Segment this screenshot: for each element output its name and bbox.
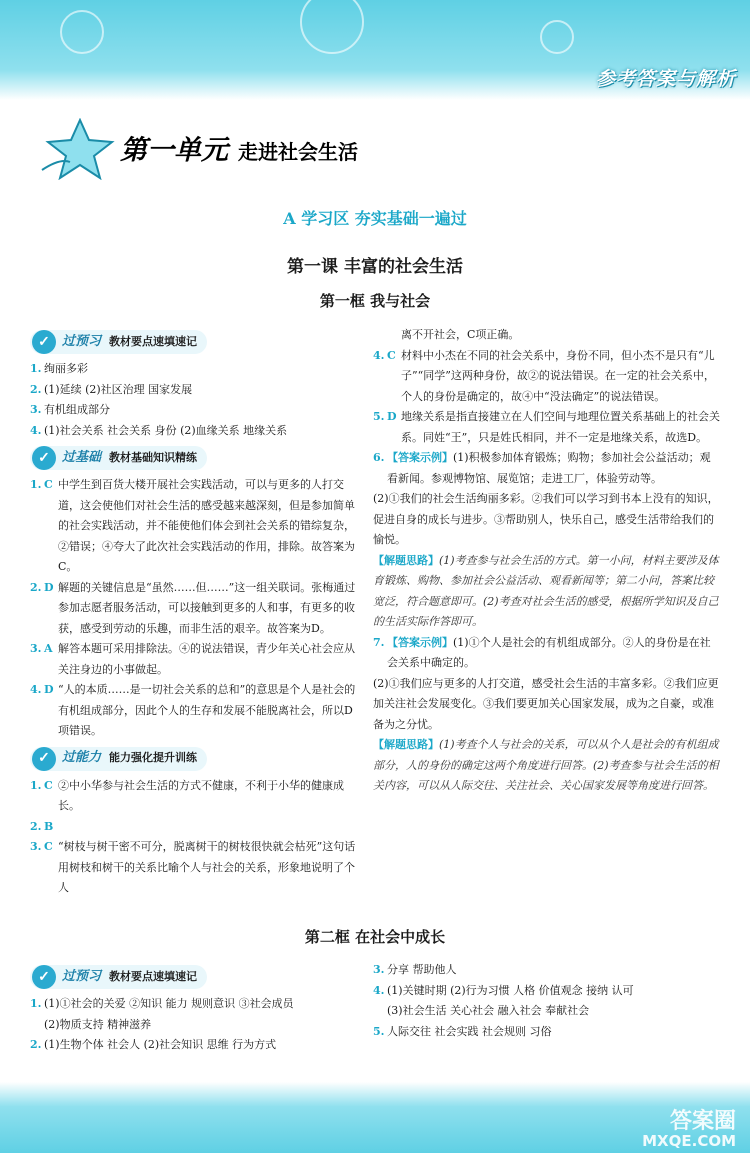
item-answer: D (44, 683, 54, 696)
item-number: 3. (373, 963, 385, 976)
check-icon: ✓ (32, 446, 56, 470)
watermark-brand: 答案圈 (669, 1109, 736, 1134)
doodle-circle (540, 20, 574, 54)
badge-tag: 过预习 (62, 968, 102, 984)
doodle-circle (60, 10, 104, 54)
answer-item (30, 475, 363, 578)
item-text: “树枝与树干密不可分，脱离树干的树枝很快就会枯死”这句话用树枝和树干的关系比喻个人与社会的关系，形象地说明了个人 (58, 840, 356, 894)
item-text: (1)关键时期 (2)行为习惯 人格 价值观念 接纳 认可 (387, 983, 634, 997)
answer-item (30, 359, 363, 380)
item-text: 有机组成部分 (44, 403, 110, 416)
badge-desc: 教材要点速填速记 (109, 969, 198, 983)
answer-item (373, 346, 720, 408)
item-text: (1)①个人是社会的有机组成部分。②人的身份是在社会关系中确定的。 (387, 635, 711, 669)
answer-item (30, 776, 363, 817)
ability-heading (30, 744, 363, 774)
item-number: 3. (30, 840, 42, 853)
solution-text: (1)考查参与社会生活的方式。第一小问，材料主要涉及体育锻炼、购物、参加社会公益活动、观看新闻等；第二小问，答案比较宽泛，符合题意即可。(2)考查对社会生活的感受，根据所学知识及自己的生活实际作答即可。 (373, 553, 719, 628)
item-text: ②中小华参与社会生活的方式不健康，不利于小华的健康成长。 (58, 778, 344, 812)
answer-item (30, 421, 363, 442)
answer-paragraph: (2)①我们应与更多的人打交道，感受社会生活的丰富多彩。②我们应更加关注社会发展变化。③我们要更加关心国家发展，成为之自豪，或准备为之分忧。 (373, 676, 719, 731)
badge-tag: 过能力 (62, 750, 102, 766)
item-number: 3. (30, 403, 42, 416)
answer-item (373, 1022, 720, 1043)
badge-desc: 教材要点速填速记 (109, 334, 198, 348)
check-icon: ✓ (32, 330, 56, 354)
item-number: 7. (373, 635, 385, 649)
footer-band (0, 1082, 750, 1153)
section-heading: A 学习区 夯实基础一遍过 (283, 209, 467, 228)
item-text: (2)物质支持 精神滋养 (44, 1017, 152, 1031)
item-answer: A (44, 642, 53, 655)
answer-item (373, 633, 720, 674)
item-number: 2. (30, 819, 42, 833)
item-text: 材料中小杰在不同的社会关系中，身份不同，但小杰不是只有“儿子”“同学”这两种身份，故②的说法错误。在一定的社会关系中，个人的身份是确定的，故④中“没法确定”的说法错误。 (401, 348, 715, 403)
answer-item (30, 400, 363, 421)
item-text: (1)延续 (2)社区治理 国家发展 (44, 382, 193, 396)
item-number: 4. (373, 983, 385, 997)
item-number: 4. (30, 423, 42, 437)
solution-text: (1)考查个人与社会的关系，可以从个人是社会的有机组成部分，人的身份的确定这两个角度进行回答。(2)考查参与社会生活的相关内容，可以从人际交往、关注社会、关心国家发展等角度进行回答。 (373, 738, 719, 792)
frame-title: 第二框 在社会中成长 (304, 928, 446, 946)
item-text: 中学生到百货大楼开展社会实践活动，可以与更多的人打交道，这会使他们对社会生活的感受越来越深刻，但是参加简单的社会实践活动，并不能使他们体会到社会关系的错综复杂，②错误；④夸大了此次社会实践活动的作用，排除。故答案为C。 (58, 478, 355, 573)
item-text: 绚丽多彩 (44, 362, 88, 375)
answer-item (373, 1001, 720, 1022)
item-number: 1. (30, 778, 42, 792)
answer-example-label: 【答案示例】 (387, 635, 453, 649)
item-answer: D (387, 410, 397, 423)
answer-item (30, 817, 363, 838)
item-number: 2. (30, 1038, 42, 1051)
item-text: “人的本质……是一切社会关系的总和”的意思是个人是社会的有机组成部分，因此个人的生存和发展不能脱离社会，所以D项错误。 (58, 683, 356, 737)
continued-text: 离不开社会，C项正确。 (401, 328, 520, 341)
basic-heading (30, 443, 363, 473)
item-number (30, 1015, 44, 1036)
left-column (30, 325, 363, 899)
unit-title (120, 128, 358, 167)
item-number (373, 1001, 387, 1022)
badge-desc: 能力强化提升训练 (109, 751, 198, 765)
item-text: (1)生物个体 社会人 (2)社会知识 思维 行为方式 (44, 1038, 277, 1051)
badge-desc: 教材基础知识精练 (109, 450, 198, 464)
badge-tag: 过基础 (62, 449, 102, 465)
item-text: 人际交往 社会实践 社会规则 习俗 (387, 1024, 552, 1038)
unit-name: 走进社会生活 (238, 140, 358, 164)
item-number: 4. (373, 348, 385, 362)
right-column (373, 960, 720, 1042)
answer-item (373, 407, 720, 448)
answer-item (30, 1015, 363, 1036)
item-text: (1)社会关系 社会关系 身份 (2)血缘关系 地缘关系 (44, 423, 288, 437)
right-column (373, 325, 720, 797)
item-number: 2. (30, 580, 42, 594)
badge-tag: 过预习 (62, 333, 102, 349)
item-answer: D (44, 580, 54, 594)
star-icon (40, 118, 120, 180)
doodle-circle (300, 0, 364, 54)
left-column (30, 960, 363, 1056)
answer-item (373, 960, 720, 981)
item-text (58, 817, 363, 838)
answer-example-label: 【答案示例】 (387, 451, 453, 464)
lesson-title: 第一课 丰富的社会生活 (287, 257, 463, 277)
answer-item (30, 994, 363, 1015)
preview-heading (30, 962, 363, 992)
item-answer: C (387, 348, 396, 362)
preview-heading (30, 327, 363, 357)
header-label: 参考答案与解析 (595, 68, 736, 90)
solution-label: 【解题思路】 (373, 553, 439, 567)
item-number: 2. (30, 382, 42, 396)
answer-item (373, 448, 720, 489)
solution-label: 【解题思路】 (373, 738, 439, 751)
frame-title: 第一框 我与社会 (319, 292, 431, 310)
item-text: (1)①社会的关爱 ②知识 能力 规则意识 ③社会成员 (44, 997, 294, 1010)
item-text: (3)社会生活 关心社会 融入社会 奉献社会 (387, 1004, 590, 1017)
item-number: 6. (373, 451, 385, 464)
answer-paragraph: (2)①我们的社会生活绚丽多彩。②我们可以学习到书本上没有的知识，促进自身的成长与进步。③帮助别人，快乐自己，感受生活带给我们的愉悦。 (373, 492, 719, 546)
item-answer: C (44, 840, 53, 853)
answer-item (30, 380, 363, 401)
item-number: 3. (30, 642, 42, 655)
item-text: 地缘关系是指直接建立在人们空间与地理位置关系基础上的社会关系。同姓“王”，只是姓氏相同，并不一定是地缘关系，故选D。 (401, 410, 720, 444)
item-number: 4. (30, 683, 42, 696)
item-number: 1. (30, 478, 42, 491)
item-text: (1)积极参加体育锻炼；购物；参加社会公益活动；观看新闻。参观博物馆、展览馆；走进工厂，体验劳动等。 (387, 451, 711, 485)
answer-item (30, 680, 363, 742)
item-number: 1. (30, 997, 42, 1010)
answer-item (30, 578, 363, 640)
check-icon: ✓ (32, 965, 56, 989)
item-text: 解答本题可采用排除法。④的说法错误，青少年关心社会应从关注身边的小事做起。 (58, 642, 355, 676)
check-icon: ✓ (32, 747, 56, 771)
item-text: 解题的关键信息是“虽然……但……”这一组关联词。张梅通过参加志愿者服务活动，可以接触到更多的人和事，有更多的收获，感受到劳动的乐趣，而非生活的艰辛。故答案为D。 (58, 580, 356, 635)
item-text: 分享 帮助他人 (387, 963, 457, 976)
answer-item (30, 1035, 363, 1056)
item-number: 5. (373, 410, 385, 423)
answer-item (373, 981, 720, 1002)
item-answer: B (44, 819, 54, 833)
item-answer: C (44, 478, 53, 491)
item-number: 5. (373, 1024, 385, 1038)
answer-item (30, 837, 363, 899)
unit-number: 第一单元 (120, 135, 228, 166)
item-number: 1. (30, 362, 42, 375)
watermark-url: MXQE.COM (642, 1132, 736, 1150)
item-answer: C (44, 778, 53, 792)
answer-item (30, 639, 363, 680)
